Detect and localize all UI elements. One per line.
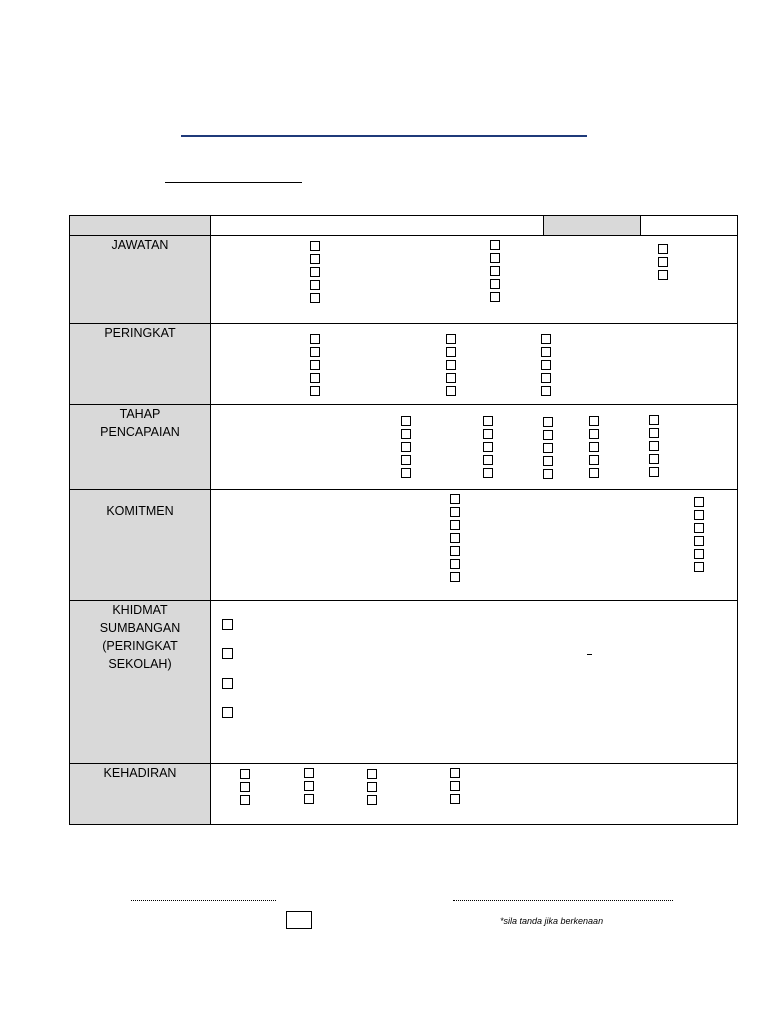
header-label-cell-2	[544, 216, 641, 236]
row-peringkat	[70, 324, 738, 405]
checkbox[interactable]	[304, 781, 314, 791]
checkbox[interactable]	[446, 386, 456, 396]
checkbox[interactable]	[367, 769, 377, 779]
checkbox[interactable]	[222, 619, 233, 630]
row-label-khidmat-sumbangan: KHIDMAT SUMBANGAN (PERINGKAT SEKOLAH)	[70, 601, 211, 764]
signature-dotted-line-right	[453, 900, 673, 901]
checkbox-group	[694, 497, 704, 572]
checkbox[interactable]	[541, 386, 551, 396]
header-value-cell[interactable]	[211, 216, 544, 236]
dash-mark	[587, 654, 592, 655]
checkbox[interactable]	[310, 373, 320, 383]
checkbox[interactable]	[310, 334, 320, 344]
row-khidmat-sumbangan	[70, 601, 738, 764]
checkbox[interactable]	[450, 781, 460, 791]
checkbox[interactable]	[490, 266, 500, 276]
checkbox-group	[450, 768, 460, 804]
checkbox[interactable]	[310, 267, 320, 277]
checkbox[interactable]	[310, 254, 320, 264]
row-options-tahap-pencapaian	[211, 405, 738, 490]
checkbox[interactable]	[589, 468, 599, 478]
checkbox[interactable]	[240, 782, 250, 792]
checkbox[interactable]	[649, 415, 659, 425]
checkbox[interactable]	[450, 520, 460, 530]
checkbox[interactable]	[222, 678, 233, 689]
checkbox[interactable]	[694, 536, 704, 546]
checkbox[interactable]	[649, 467, 659, 477]
checkbox[interactable]	[543, 469, 553, 479]
checkbox[interactable]	[490, 253, 500, 263]
checkbox[interactable]	[483, 442, 493, 452]
checkbox[interactable]	[490, 240, 500, 250]
checkbox-group	[483, 416, 493, 478]
checkbox[interactable]	[658, 270, 668, 280]
checkbox[interactable]	[310, 347, 320, 357]
checkbox[interactable]	[450, 494, 460, 504]
checkbox[interactable]	[483, 468, 493, 478]
checkbox[interactable]	[543, 456, 553, 466]
checkbox[interactable]	[446, 360, 456, 370]
checkbox[interactable]	[367, 782, 377, 792]
checkbox-group	[240, 769, 250, 805]
checkbox[interactable]	[649, 454, 659, 464]
header-value-cell-2[interactable]	[641, 216, 738, 236]
checkbox[interactable]	[694, 510, 704, 520]
checkbox[interactable]	[450, 794, 460, 804]
checkbox[interactable]	[450, 507, 460, 517]
checkbox[interactable]	[401, 416, 411, 426]
row-jawatan	[70, 236, 738, 324]
row-tahap-pencapaian	[70, 405, 738, 490]
checkbox[interactable]	[483, 455, 493, 465]
checkbox[interactable]	[240, 769, 250, 779]
row-kehadiran	[70, 764, 738, 825]
checkbox[interactable]	[401, 468, 411, 478]
checkbox-group	[446, 334, 456, 396]
checkbox[interactable]	[222, 648, 233, 659]
checkbox[interactable]	[450, 546, 460, 556]
checkbox-group	[541, 334, 551, 396]
row-options-kehadiran	[211, 764, 738, 825]
checkbox[interactable]	[483, 429, 493, 439]
checkbox[interactable]	[543, 430, 553, 440]
checkbox[interactable]	[310, 293, 320, 303]
row-label-komitmen: KOMITMEN	[70, 490, 211, 601]
checkbox-group	[310, 241, 320, 303]
checkbox[interactable]	[446, 373, 456, 383]
checkbox[interactable]	[649, 428, 659, 438]
stamp-box[interactable]	[286, 911, 312, 929]
checkbox[interactable]	[694, 497, 704, 507]
header-row	[70, 216, 738, 236]
checkbox[interactable]	[450, 559, 460, 569]
checkbox[interactable]	[541, 373, 551, 383]
checkbox[interactable]	[483, 416, 493, 426]
checkbox[interactable]	[401, 442, 411, 452]
checkbox-group	[649, 415, 659, 477]
checkbox[interactable]	[589, 442, 599, 452]
row-label-tahap-pencapaian: TAHAP PENCAPAIAN	[70, 405, 211, 490]
checkbox[interactable]	[304, 768, 314, 778]
row-label-jawatan: JAWATAN	[70, 236, 211, 324]
checkbox-group	[450, 494, 460, 582]
checkbox[interactable]	[589, 416, 599, 426]
checkbox[interactable]	[589, 455, 599, 465]
subtitle-underline	[165, 182, 302, 183]
checkbox[interactable]	[589, 429, 599, 439]
row-options-peringkat	[211, 324, 738, 405]
checkbox-group	[401, 416, 411, 478]
checkbox[interactable]	[310, 360, 320, 370]
checkbox[interactable]	[541, 360, 551, 370]
checkbox[interactable]	[401, 429, 411, 439]
checkbox[interactable]	[240, 795, 250, 805]
checkbox-group	[367, 769, 377, 805]
checkbox[interactable]	[658, 244, 668, 254]
checkbox[interactable]	[450, 768, 460, 778]
checkbox[interactable]	[304, 794, 314, 804]
checkbox-group	[658, 244, 668, 280]
checkbox[interactable]	[401, 455, 411, 465]
row-options-jawatan	[211, 236, 738, 324]
checkbox[interactable]	[541, 347, 551, 357]
checkbox[interactable]	[541, 334, 551, 344]
checkbox[interactable]	[446, 347, 456, 357]
row-label-kehadiran: KEHADIRAN	[70, 764, 211, 825]
checkbox[interactable]	[694, 562, 704, 572]
row-label-peringkat: PERINGKAT	[70, 324, 211, 405]
checkbox[interactable]	[446, 334, 456, 344]
checkbox[interactable]	[222, 707, 233, 718]
checkbox[interactable]	[543, 417, 553, 427]
checkbox[interactable]	[310, 280, 320, 290]
checkbox[interactable]	[310, 241, 320, 251]
row-komitmen	[70, 490, 738, 601]
checkbox-group	[543, 417, 553, 479]
checkbox[interactable]	[450, 533, 460, 543]
checkbox[interactable]	[450, 572, 460, 582]
signature-dotted-line-left	[131, 900, 276, 901]
checkbox[interactable]	[490, 292, 500, 302]
row-options-khidmat-sumbangan	[211, 601, 738, 764]
checkbox-group	[310, 334, 320, 396]
checkbox-group	[589, 416, 599, 478]
evaluation-form-table	[69, 215, 738, 825]
checkbox[interactable]	[658, 257, 668, 267]
checkbox[interactable]	[310, 386, 320, 396]
checkbox-group	[304, 768, 314, 804]
header-label-cell	[70, 216, 211, 236]
row-options-komitmen	[211, 490, 738, 601]
checkbox[interactable]	[490, 279, 500, 289]
checkbox-group	[490, 240, 500, 302]
title-underline	[181, 135, 587, 137]
checkbox[interactable]	[694, 523, 704, 533]
checkbox[interactable]	[649, 441, 659, 451]
checkbox[interactable]	[543, 443, 553, 453]
checkbox[interactable]	[367, 795, 377, 805]
checkbox[interactable]	[694, 549, 704, 559]
footnote: *sila tanda jika berkenaan	[500, 916, 604, 926]
